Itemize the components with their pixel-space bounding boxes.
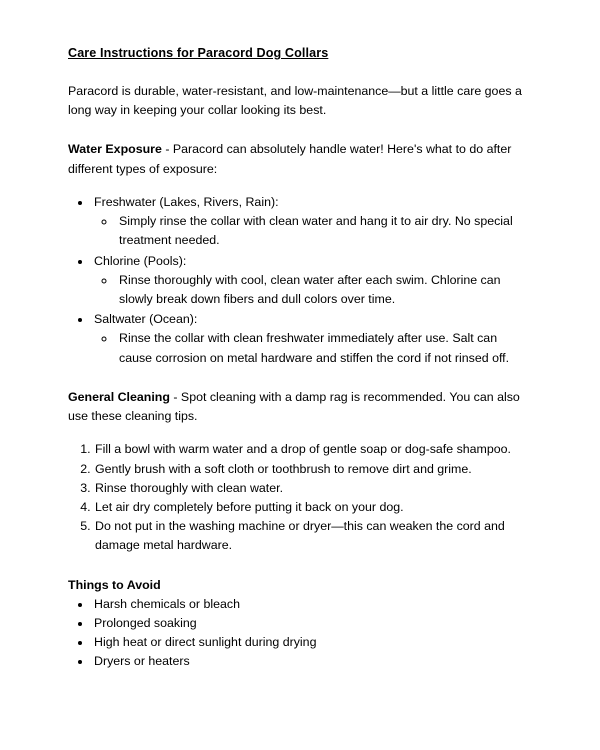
list-item: • Prolonged soaking bbox=[92, 614, 532, 633]
list-item: ◦ Rinse the collar with clean freshwater immediately after use. Salt can cause corrosion on metal hardware and stiffen the cord if not rinsed off. bbox=[116, 329, 532, 367]
list-item: ◦ Simply rinse the collar with clean water and hang it to air dry. No special treatment needed. bbox=[116, 212, 532, 250]
list-item: • Harsh chemicals or bleach bbox=[92, 595, 532, 614]
water-type-sublist bbox=[94, 329, 532, 367]
general-cleaning-text: - Spot cleaning with a damp rag is recommended. You can also use these cleaning tips. bbox=[68, 389, 520, 424]
list-item bbox=[92, 193, 532, 251]
list-item: 4. Let air dry completely before putting it back on your dog. bbox=[94, 498, 532, 517]
list-item: 1. Fill a bowl with warm water and a drop of gentle soap or dog-safe shampoo. bbox=[94, 440, 532, 459]
water-exposure-text: - Paracord can absolutely handle water! Here's what to do after different types of exposure: bbox=[68, 142, 512, 176]
water-type-sublist bbox=[94, 212, 532, 250]
list-item: • High heat or direct sunlight during drying bbox=[92, 633, 532, 652]
list-item: 3. Rinse thoroughly with clean water. bbox=[94, 479, 532, 498]
intro-paragraph: Paracord is durable, water-resistant, and low-maintenance—but a little care goes a long way in keeping your collar looking its best. bbox=[68, 84, 522, 118]
list-item: 5. Do not put in the washing machine or dryer—this can weaken the cord and damage metal hardware. bbox=[94, 517, 532, 555]
water-exposure-lead: Water Exposure bbox=[68, 142, 162, 157]
list-item: ◦ Rinse thoroughly with cool, clean water after each swim. Chlorine can slowly break down fibers and dull colors over time. bbox=[116, 271, 532, 309]
water-type-label: Saltwater (Ocean): bbox=[94, 312, 198, 327]
things-to-avoid-list bbox=[68, 595, 532, 672]
list-item: 2. Gently brush with a soft cloth or toothbrush to remove dirt and grime. bbox=[94, 460, 532, 479]
water-exposure-paragraph bbox=[68, 140, 532, 178]
list-item bbox=[92, 252, 532, 310]
water-exposure-list bbox=[68, 193, 532, 368]
general-cleaning-paragraph bbox=[68, 388, 532, 426]
list-item bbox=[92, 310, 532, 368]
water-type-sublist bbox=[94, 271, 532, 309]
things-to-avoid-heading: Things to Avoid bbox=[68, 577, 161, 592]
general-cleaning-lead: General Cleaning bbox=[68, 389, 170, 404]
page-title: Care Instructions for Paracord Dog Collars bbox=[68, 46, 329, 60]
water-type-label: Freshwater (Lakes, Rivers, Rain): bbox=[94, 194, 279, 209]
list-item: • Dryers or heaters bbox=[92, 652, 532, 671]
water-type-label: Chlorine (Pools): bbox=[94, 253, 187, 268]
cleaning-steps-list bbox=[68, 440, 532, 555]
